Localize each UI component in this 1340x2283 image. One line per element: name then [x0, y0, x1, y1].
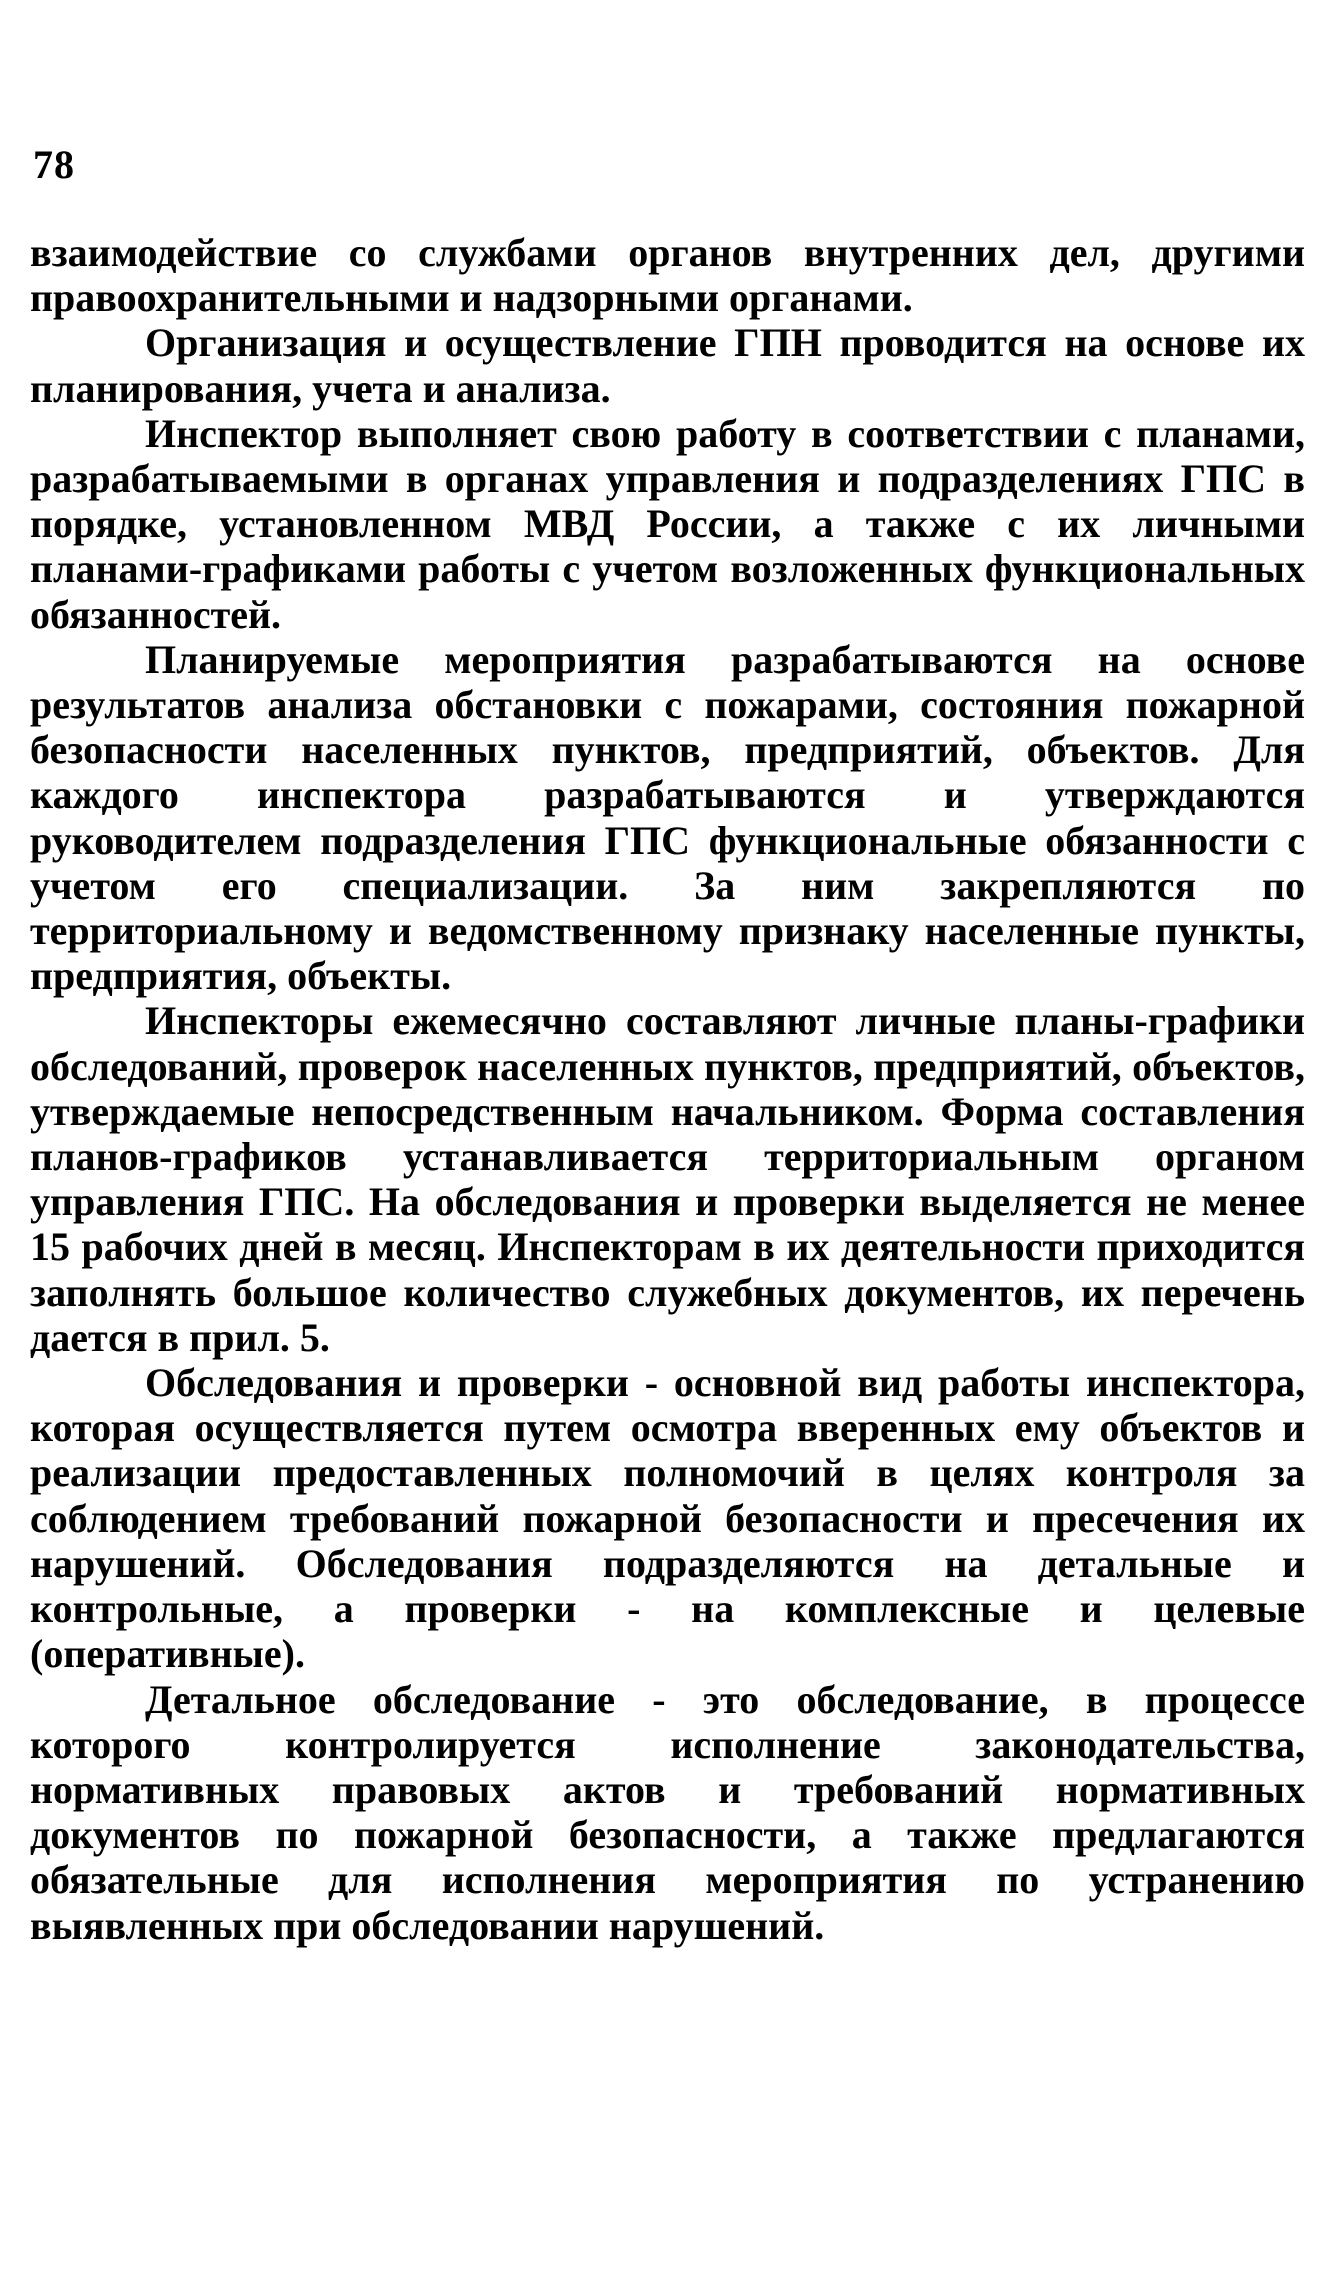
paragraph-inspections: Обследования и проверки - основной вид работы инспектора, которая осуществляется путем осмотра вверенных ему объектов и реализации предоставленных полномочий в целях контроля за соблюдением требований пожарной безопасности и пресечения их нарушений. Обследования подразделяются на детальные и контрольные, а проверки - на комплексные и целевые (оперативные).	[30, 1360, 1305, 1677]
body-text	[30, 230, 1305, 1948]
page-number: 78	[33, 142, 75, 187]
paragraph-continued: взаимодействие со службами органов внутренних дел, другими правоохранительными и надзорными органами.	[30, 230, 1305, 321]
paragraph-monthly-plans: Инспекторы ежемесячно составляют личные планы-графики обследований, проверок населенных пунктов, предприятий, объектов, утверждаемые непосредственным начальником. Форма составления планов-графиков устанавливается территориальным органом управления ГПС. На обследования и проверки выделяется не менее 15 рабочих дней в месяц. Инспекторам в их деятельности приходится заполнять большое количество служебных документов, их перечень дается в прил. 5.	[30, 998, 1305, 1360]
paragraph-planned-measures: Планируемые мероприятия разрабатываются на основе результатов анализа обстановки с пожарами, состояния пожарной безопасности населенных пунктов, предприятий, объектов. Для каждого инспектора разрабатываются и утверждаются руководителем подразделения ГПС функциональные обязанности с учетом его специализации. За ним закрепляются по территориальному и ведомственному признаку населенные пункты, предприятия, объекты.	[30, 636, 1305, 999]
paragraph-detailed-inspection: Детальное обследование - это обследование, в процессе которого контролируется исполнение законодательства, нормативных правовых актов и требований нормативных документов по пожарной безопасности, а также предлагаются обязательные для исполнения мероприятия по устранению выявленных при обследовании нарушений.	[30, 1676, 1305, 1948]
paragraph-inspector-work: Инспектор выполняет свою работу в соответствии с планами, разрабатываемыми в органах управления и подразделениях ГПС в порядке, установленном МВД России, а также с их личными планами-графиками работы с учетом возложенных функциональных обязанностей.	[30, 410, 1305, 637]
paragraph-organization: Организация и осуществление ГПН проводится на основе их планирования, учета и анализа.	[30, 320, 1305, 411]
